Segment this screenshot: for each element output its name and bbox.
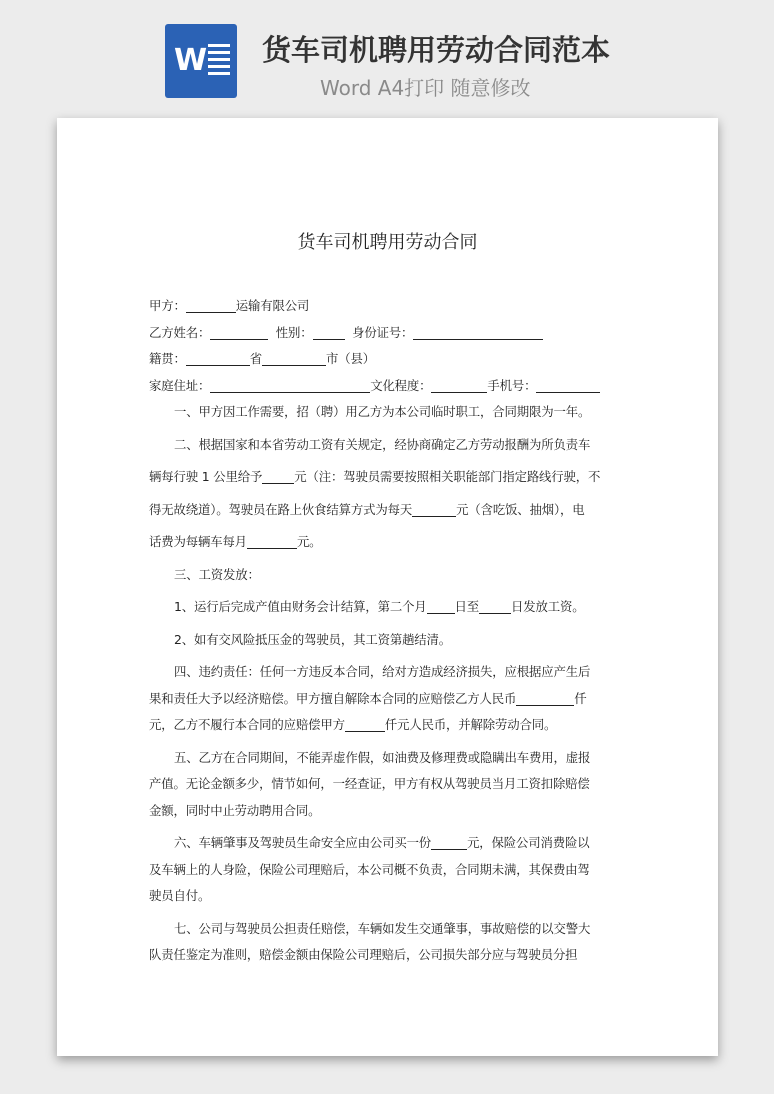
clause-1: 一、甲方因工作需要，招（聘）用乙方为本公司临时职工，合同期限为一年。 bbox=[174, 404, 591, 419]
document-body bbox=[149, 293, 627, 969]
clause-3-item-1: 1、运行后完成产值由财务会计结算，第二个月 日至 日发放工资。 bbox=[174, 599, 585, 614]
clause-4-line-3: 元，乙方不履行本合同的应赔偿甲方 仟元人民币，并解除劳动合同。 bbox=[149, 717, 557, 732]
line-party-b: 乙方姓名： 性别： 身份证号： bbox=[149, 320, 627, 347]
clause-2-line-1: 二、根据国家和本省劳动工资有关规定，经协商确定乙方劳动报酬为所负责车 bbox=[174, 436, 591, 452]
page-header bbox=[0, 0, 774, 118]
clause-6-line-3: 驶员自付。 bbox=[149, 888, 211, 903]
clause-5-line-3: 金额，同时中止劳动聘用合同。 bbox=[149, 802, 321, 818]
clause-4-line-1: 四、违约责任：任何一方违反本合同，给对方造成经济损失，应根据应产生后 bbox=[174, 664, 591, 679]
document-title: 货车司机聘用劳动合同 bbox=[297, 232, 478, 253]
line-native-place: 籍贯： 省 市（县） bbox=[149, 351, 375, 366]
word-icon-letter: W bbox=[174, 43, 208, 78]
clause-5-line-1: 五、乙方在合同期间，不能弄虚作假，如油费及修理费或隐瞒出车费用，虚报 bbox=[174, 749, 591, 765]
clause-4-line-2: 果和责任大予以经济赔偿。甲方擅自解除本合同的应赔偿乙方人民币 仟 bbox=[149, 690, 587, 706]
clause-7-line-2: 队责任鉴定为准则，赔偿金额由保险公司理赔后，公司损失部分应与驾驶员分担 bbox=[149, 947, 578, 962]
clause-6-line-2: 及车辆上的人身险，保险公司理赔后，本公司概不负责，合同期未满，其保费由驾 bbox=[149, 861, 590, 877]
clause-2-line-2: 辆每行驶 1 公里给予 元（注：驾驶员需要按照相关职能部门指定路线行驶，不 bbox=[149, 469, 601, 484]
line-address: 家庭住址： 文化程度： 手机号： bbox=[149, 373, 627, 400]
clause-6-line-1: 六、车辆肇事及驾驶员生命安全应由公司买一份 元，保险公司消费险以 bbox=[174, 835, 590, 850]
clause-2-line-3: 得无故绕道）。驾驶员在路上伙食结算方式为每天 元（含吃饭、抽烟），电 bbox=[149, 501, 585, 517]
clause-3: 三、工资发放： bbox=[174, 566, 260, 582]
document-page bbox=[57, 118, 718, 1056]
watermark bbox=[90, 454, 126, 492]
word-icon-lines bbox=[208, 44, 230, 78]
word-icon bbox=[165, 24, 237, 98]
header-subtitle: Word A4打印 随意修改 bbox=[320, 76, 531, 100]
clause-3-item-2: 2、如有交风险抵压金的驾驶员，其工资第趟结清。 bbox=[174, 631, 452, 647]
header-title: 货车司机聘用劳动合同范本 bbox=[262, 33, 611, 67]
clause-7-line-1: 七、公司与驾驶员公担责任赔偿，车辆如发生交通肇事，事故赔偿的以交警大 bbox=[174, 920, 591, 936]
clause-5-line-2: 产值。无论金额多少，情节如何，一经查证，甲方有权从驾驶员当月工资扣除赔偿 bbox=[149, 776, 590, 791]
line-party-a: 甲方： 运输有限公司 bbox=[149, 298, 310, 313]
clause-2-line-4: 话费为每辆车每月 元。 bbox=[149, 534, 322, 549]
